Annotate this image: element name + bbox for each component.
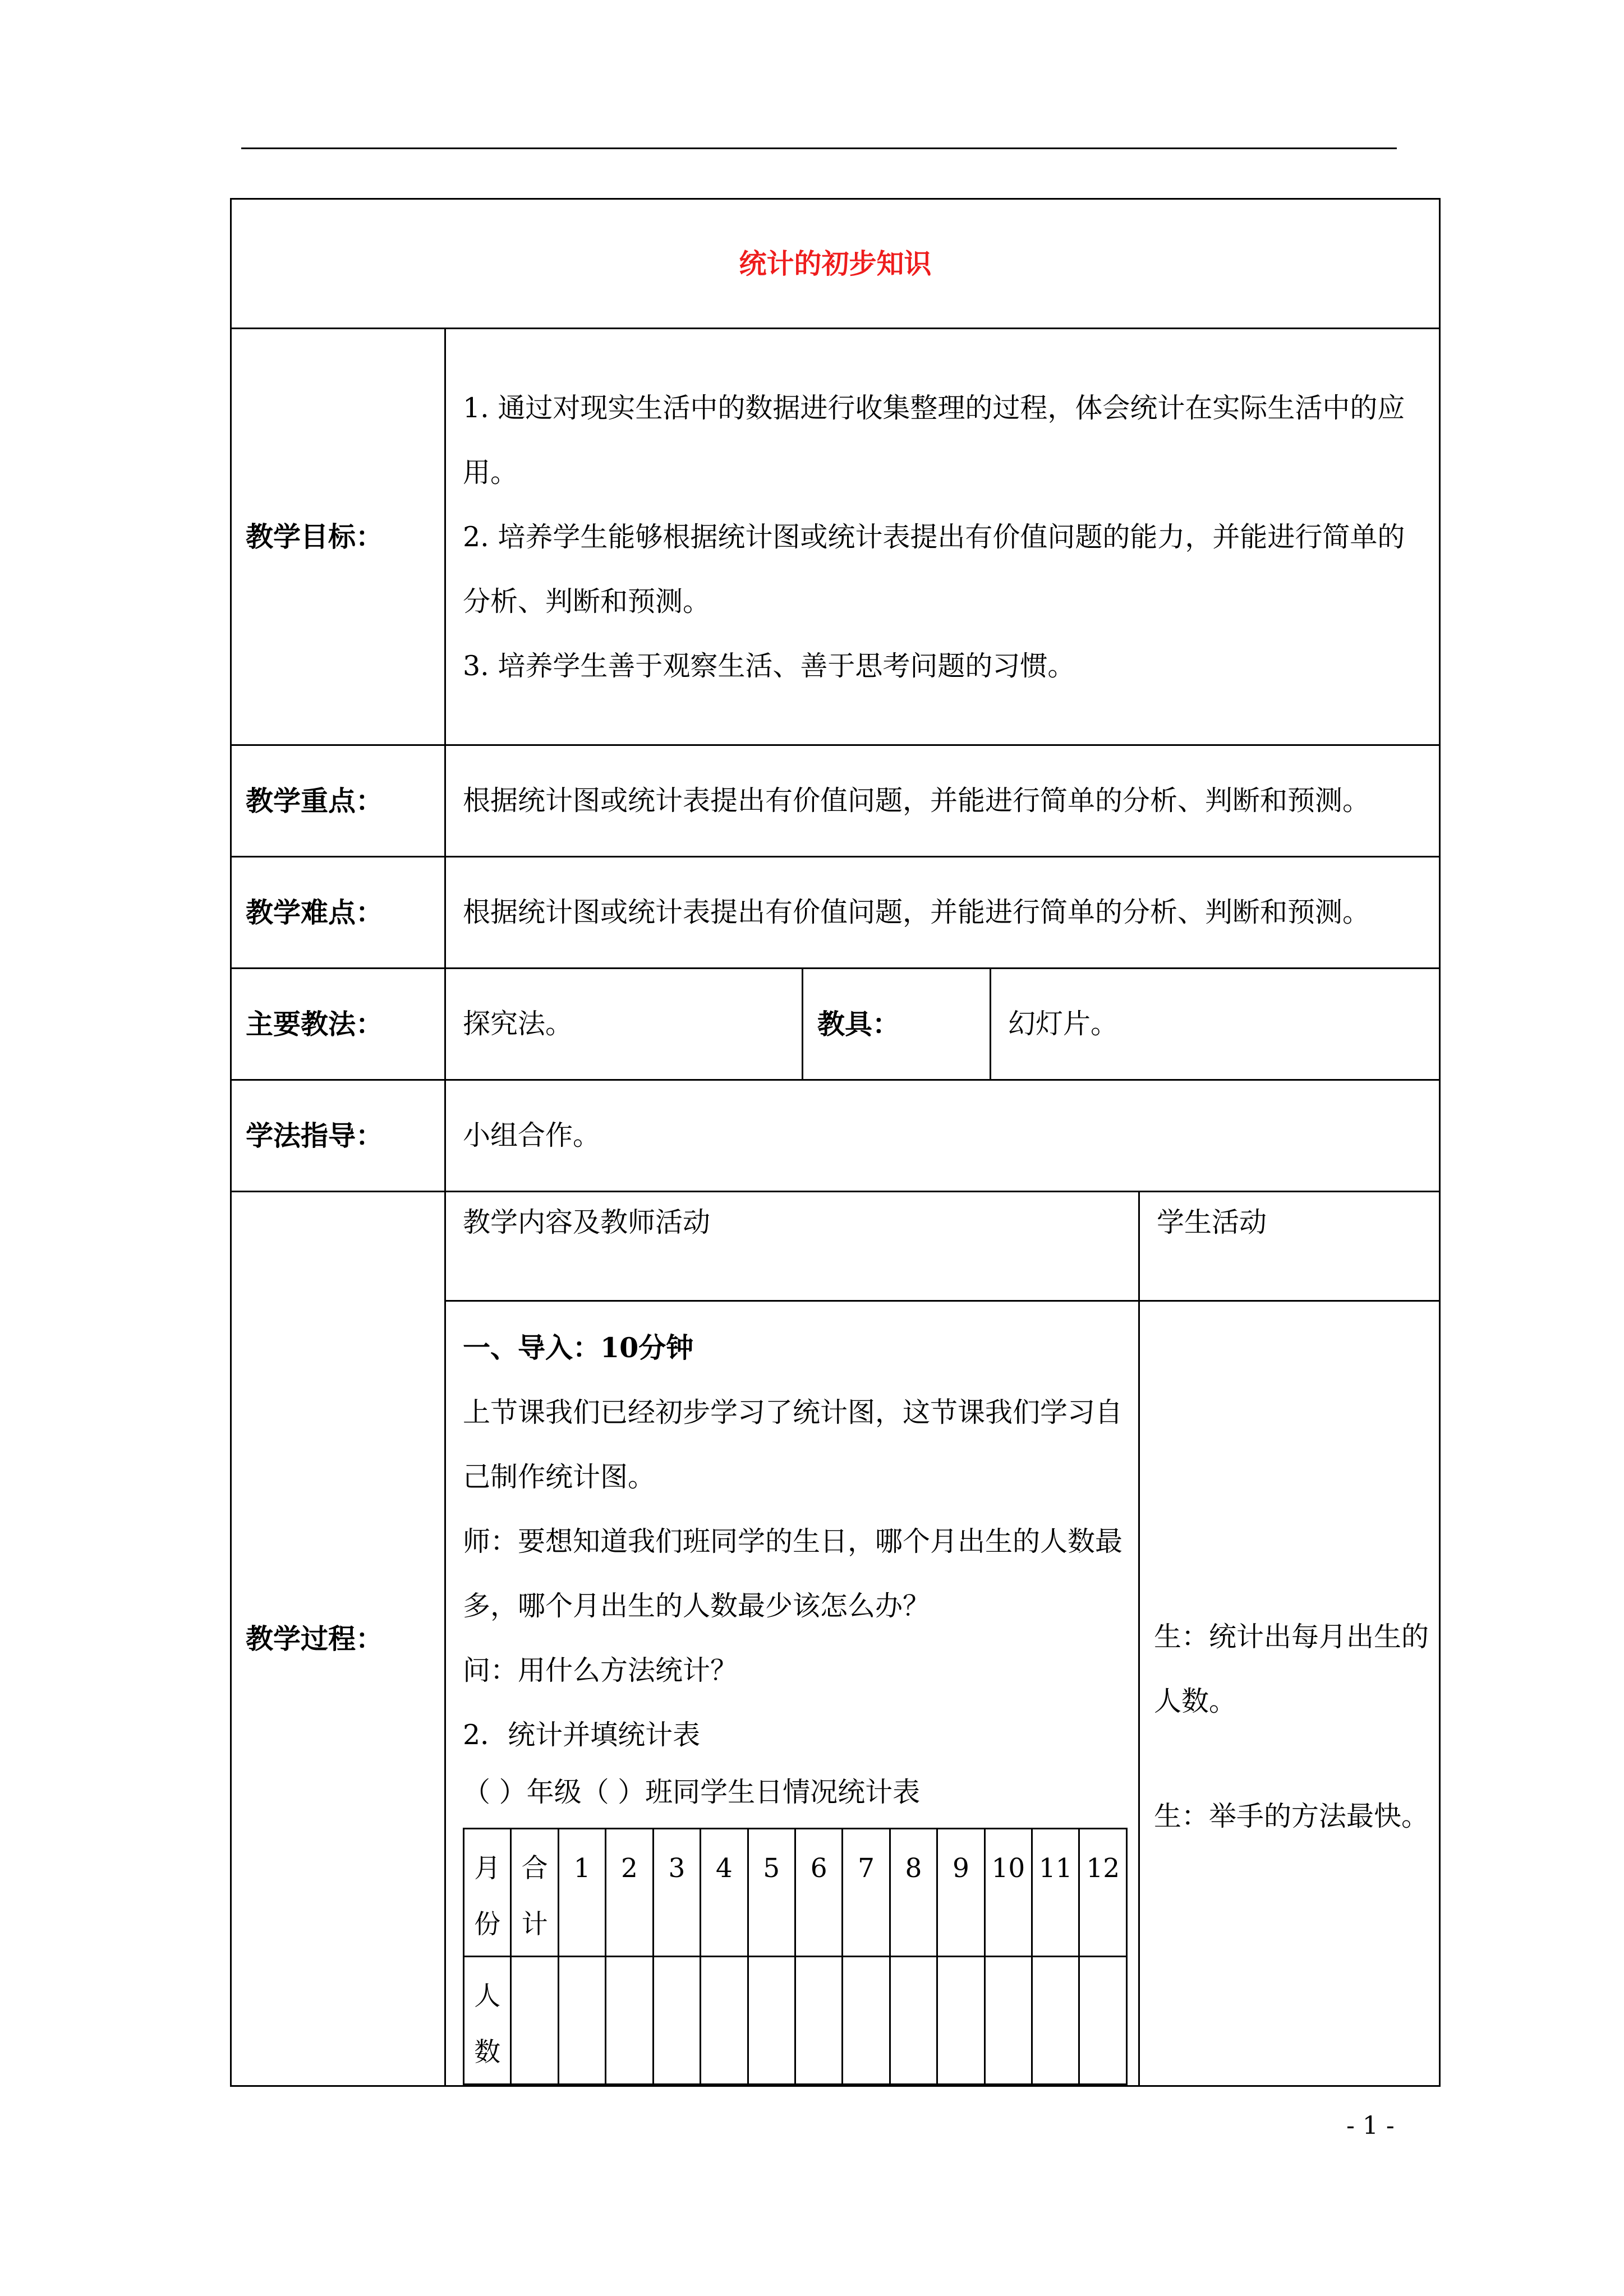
lesson-plan-table — [230, 198, 1441, 2087]
tools-label: 教具： — [803, 969, 991, 1080]
header-rule — [241, 147, 1397, 149]
stats-header-cell: 5 — [748, 1829, 795, 1957]
teacher-column-header: 教学内容及教师活动 — [445, 1192, 1139, 1301]
stats-empty-cell — [606, 1957, 653, 2085]
stats-empty-cell — [1079, 1957, 1127, 2085]
stats-header-cell: 10 — [984, 1829, 1032, 1957]
lesson-plan — [230, 198, 1439, 2087]
stats-empty-cell — [701, 1957, 748, 2085]
stats-empty-cell — [843, 1957, 890, 2085]
difficulties-label: 教学难点： — [231, 857, 445, 969]
student-line: 生：举手的方法最快。 — [1154, 1800, 1429, 1832]
process-line: 问：用什么方法统计？ — [463, 1654, 738, 1686]
stats-header-cell: 8 — [890, 1829, 937, 1957]
stats-table-caption: （ ）年级（ ）班同学生日情况统计表 — [463, 1776, 921, 1808]
section-title: 一、导入：10分钟 — [463, 1331, 694, 1364]
stats-empty-cell — [558, 1957, 605, 2085]
stats-header-cell: 7 — [843, 1829, 890, 1957]
key-points-text: 根据统计图或统计表提出有价值问题，并能进行简单的分析、判断和预测。 — [445, 745, 1440, 857]
stats-empty-cell — [984, 1957, 1032, 2085]
stats-header-cell: 合计 — [511, 1829, 558, 1957]
goal-item: 2. 培养学生能够根据统计图或统计表提出有价值问题的能力，并能进行简单的分析、判断和预测。 — [463, 520, 1405, 617]
stats-empty-cell — [795, 1957, 842, 2085]
stats-header-cell: 11 — [1032, 1829, 1079, 1957]
stats-header-cell: 4 — [701, 1829, 748, 1957]
page-number: - 1 - — [1346, 2111, 1395, 2140]
stats-header-cell: 2 — [606, 1829, 653, 1957]
stats-header-cell: 1 — [558, 1829, 605, 1957]
stats-header-cell: 12 — [1079, 1829, 1127, 1957]
tools-text: 幻灯片。 — [991, 969, 1440, 1080]
goal-item: 3. 培养学生善于观察生活、善于思考问题的习惯。 — [463, 649, 1075, 682]
stats-empty-cell — [937, 1957, 984, 2085]
student-activity — [1139, 1301, 1440, 2086]
goals-content — [445, 329, 1440, 745]
stats-empty-cell — [748, 1957, 795, 2085]
birthday-stats-table — [463, 1828, 1128, 2085]
process-label: 教学过程： — [231, 1192, 445, 2086]
difficulties-text: 根据统计图或统计表提出有价值问题，并能进行简单的分析、判断和预测。 — [445, 857, 1440, 969]
teacher-activity — [445, 1301, 1139, 2086]
stats-header-cell: 6 — [795, 1829, 842, 1957]
methods-text: 探究法。 — [445, 969, 803, 1080]
process-line: 2．统计并填统计表 — [463, 1719, 701, 1751]
page-title: 统计的初步知识 — [231, 199, 1440, 329]
student-column-header: 学生活动 — [1139, 1192, 1440, 1301]
stats-empty-cell — [653, 1957, 700, 2085]
goal-item: 1. 通过对现实生活中的数据进行收集整理的过程，体会统计在实际生活中的应用。 — [463, 391, 1405, 488]
methods-label: 主要教法： — [231, 969, 445, 1080]
guidance-text: 小组合作。 — [445, 1080, 1440, 1192]
guidance-label: 学法指导： — [231, 1080, 445, 1192]
stats-empty-cell — [890, 1957, 937, 2085]
stats-empty-cell — [1032, 1957, 1079, 2085]
student-line: 生：统计出每月出生的人数。 — [1154, 1621, 1429, 1717]
stats-header-cell: 3 — [653, 1829, 700, 1957]
process-line: 上节课我们已经初步学习了统计图，这节课我们学习自己制作统计图。 — [463, 1396, 1123, 1493]
stats-row-label: 人数 — [464, 1957, 511, 2085]
stats-empty-cell — [511, 1957, 558, 2085]
key-points-label: 教学重点： — [231, 745, 445, 857]
stats-header-cell: 月份 — [464, 1829, 511, 1957]
process-line: 师：要想知道我们班同学的生日，哪个月出生的人数最多，哪个月出生的人数最少该怎么办？ — [463, 1525, 1123, 1622]
stats-header-cell: 9 — [937, 1829, 984, 1957]
goals-label: 教学目标： — [231, 329, 445, 745]
